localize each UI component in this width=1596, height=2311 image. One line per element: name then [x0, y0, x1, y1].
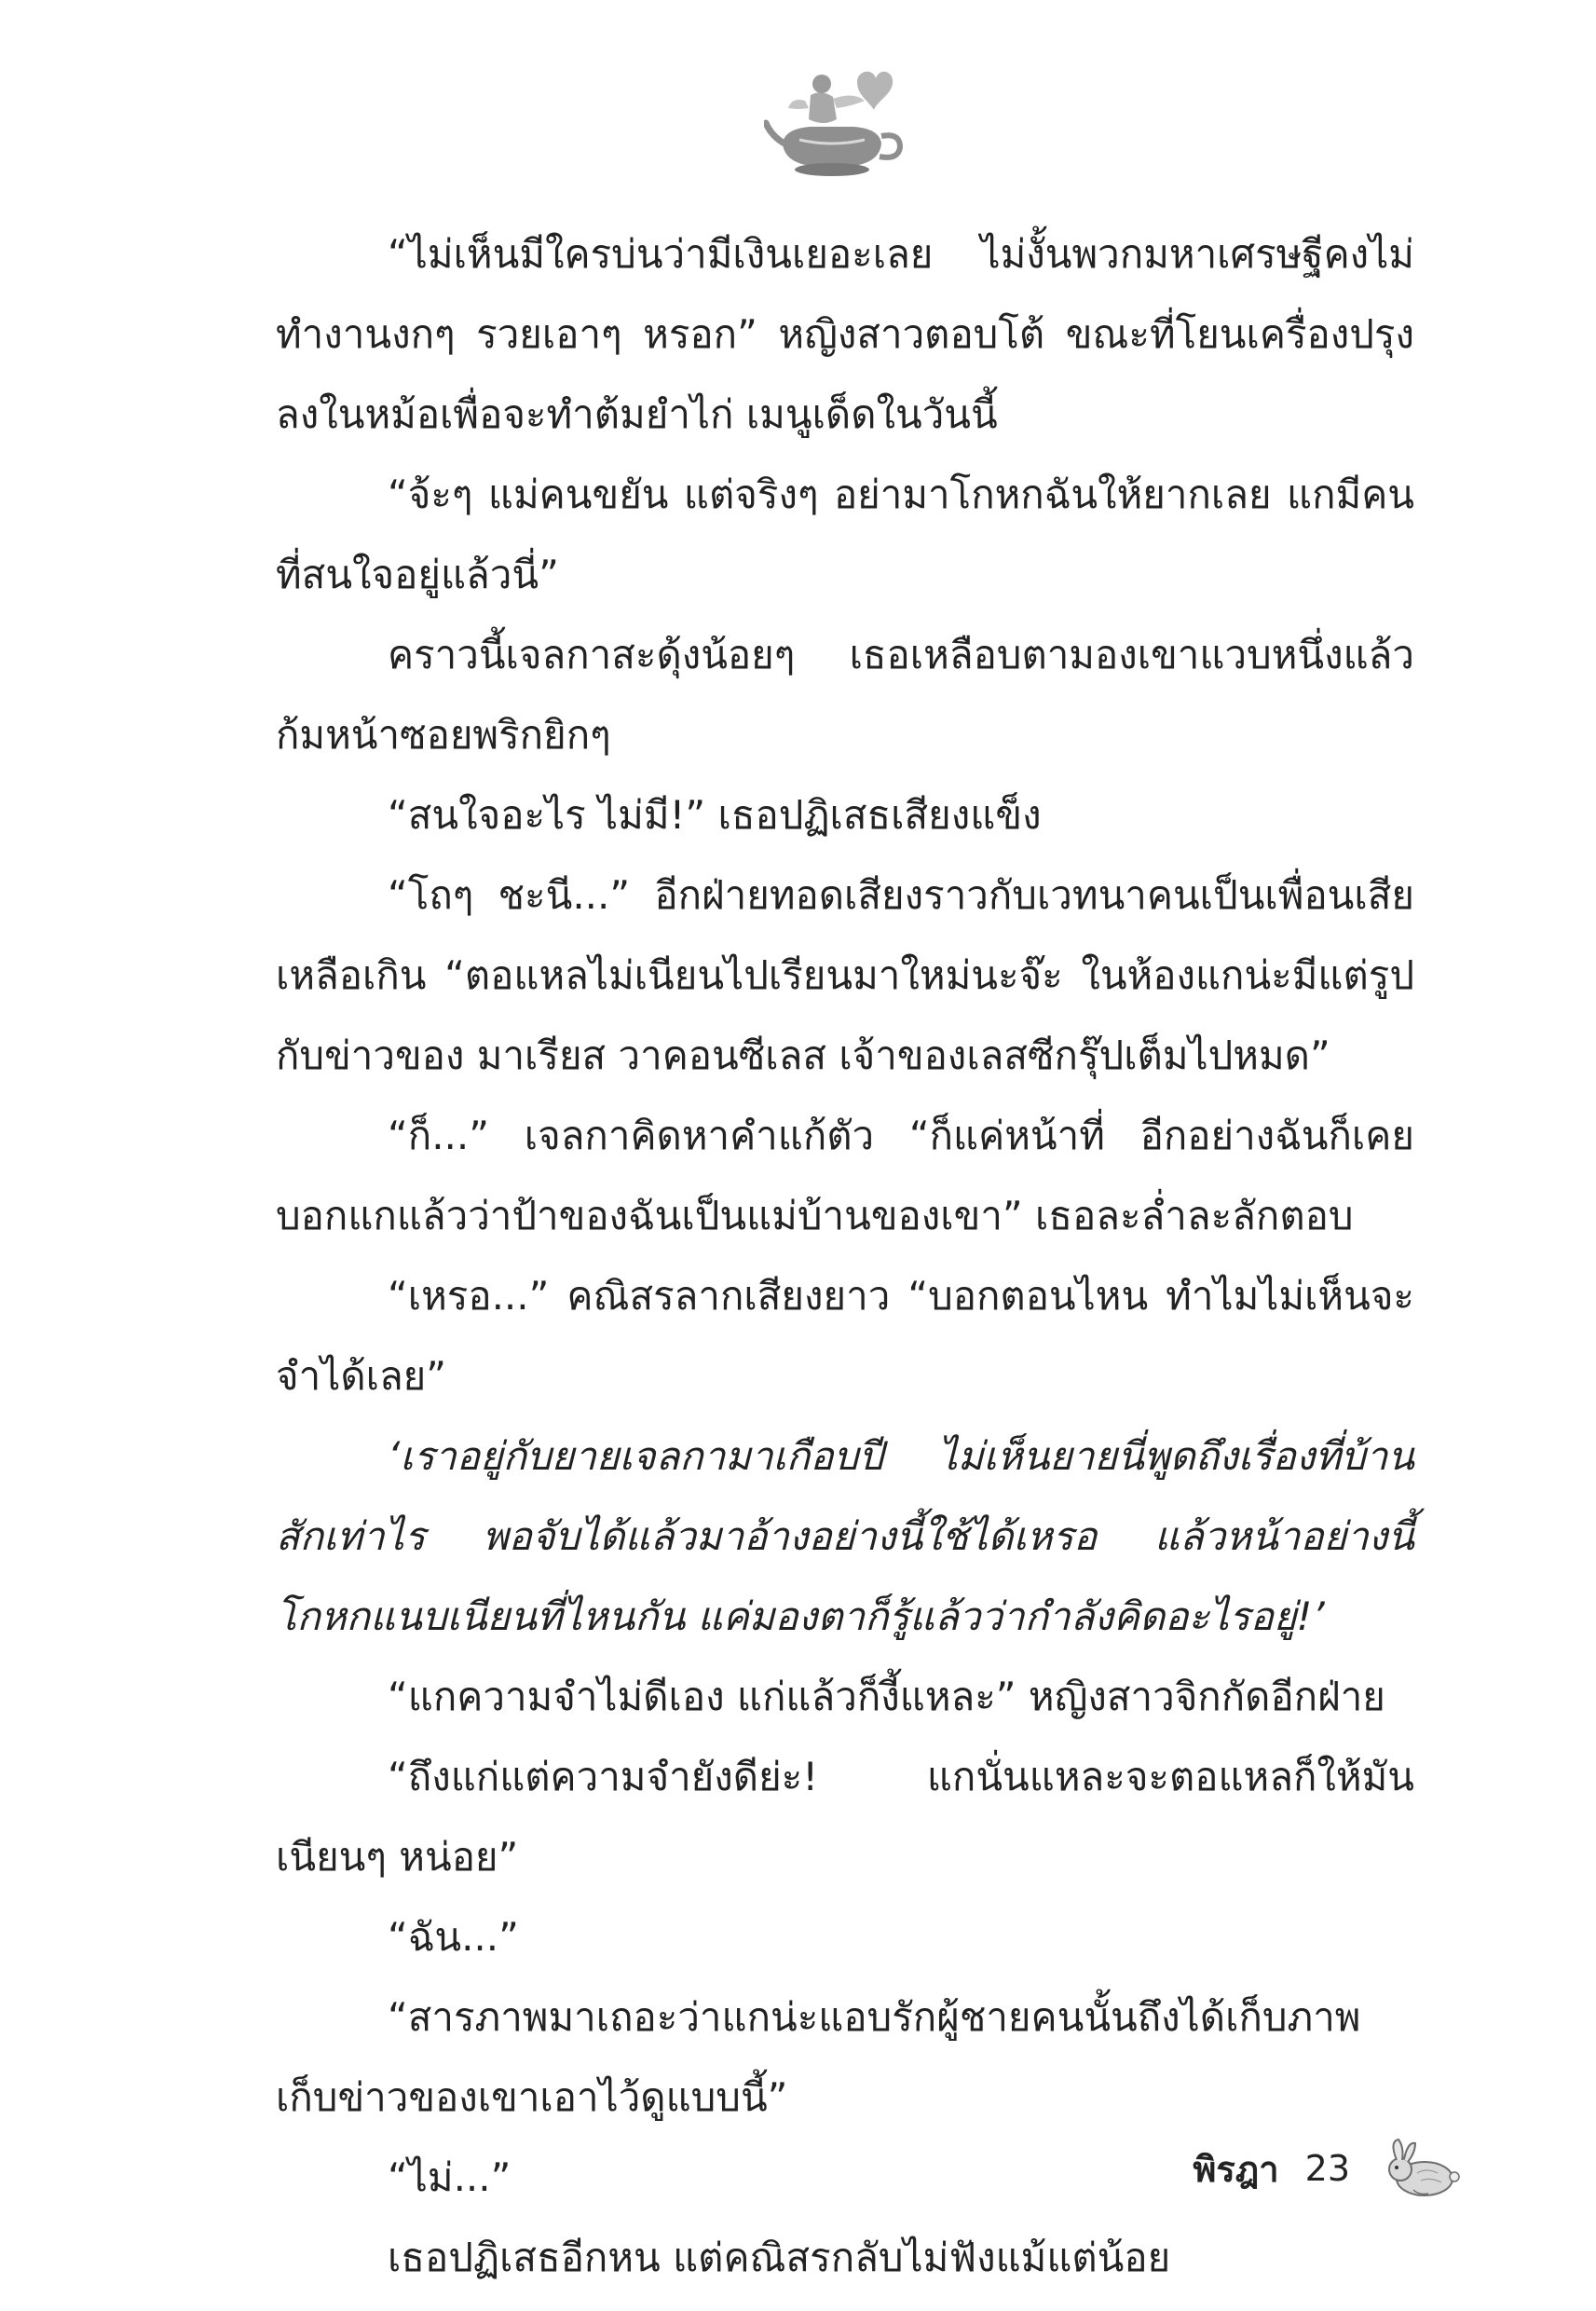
rabbit-icon	[1380, 2136, 1464, 2201]
paragraph: “โถๆ ชะนี...” อีกฝ่ายทอดเสียงราวกับเวทนาคนเป็นเพื่อนเสียเหลือเกิน “ตอแหลไม่เนียนไปเรียนมาใหม่นะจ๊ะ ในห้องแกน่ะมีแต่รูปกับข่าวของ มาเรียส วาคอนซีเลส เจ้าของเลสซีกรุ๊ปเต็มไปหมด”	[276, 872, 1414, 1078]
cupid-teapot-icon	[764, 54, 904, 185]
story-text	[276, 214, 1414, 2298]
paragraph: “ไม่เห็นมีใครบ่นว่ามีเงินเยอะเลย ไม่งั้นพวกมหาเศรษฐีคงไม่ทำงานงกๆ รวยเอาๆ หรอก” หญิงสาวตอบโต้ ขณะที่โยนเครื่องปรุงลงในหม้อเพื่อจะทำต้มยำไก่ เมนูเด็ดในวันนี้	[276, 231, 1414, 437]
paragraph: “แกความจำไม่ดีเอง แก่แล้วก็งี้แหละ” หญิงสาวจิกกัดอีกฝ่าย	[388, 1674, 1385, 1719]
paragraph: “เหรอ...” คณิสรลากเสียงยาว “บอกตอนไหน ทำไมไม่เห็นจะจำได้เลย”	[276, 1273, 1414, 1399]
paragraph: “ถึงแก่แต่ความจำยังดีย่ะ! แกนั่นแหละจะตอแหลก็ให้มันเนียนๆ หน่อย”	[276, 1754, 1414, 1880]
page-number: 23	[1304, 2148, 1350, 2189]
paragraph: ‘เราอยู่กับยายเจลกามาเกือบปี ไม่เห็นยายนี่พูดถึงเรื่องที่บ้านสักเท่าไร พอจับได้แล้วมาอ้างอย่างนี้ใช้ได้เหรอ แล้วหน้าอย่างนี้โกหกแนบเนียนที่ไหนกัน แค่มองตาก็รู้แล้วว่ากำลังคิดอะไรอยู่!’	[276, 1433, 1414, 1639]
paragraph: “สารภาพมาเถอะว่าแกน่ะแอบรักผู้ชายคนนั้นถึงได้เก็บภาพเก็บข่าวของเขาเอาไว้ดูแบบนี้”	[276, 1994, 1361, 2120]
paragraph: คราวนี้เจลกาสะดุ้งน้อยๆ เธอเหลือบตามองเขาแวบหนึ่งแล้วก้มหน้าซอยพริกยิกๆ	[276, 632, 1414, 758]
paragraph: เธอปฏิเสธอีกหน แต่คณิสรกลับไม่ฟังแม้แต่น้อย	[388, 2235, 1171, 2280]
paragraph: “ฉัน...”	[388, 1914, 519, 1960]
page-footer	[1193, 2126, 1464, 2210]
author-name: พิรฎา	[1193, 2148, 1279, 2190]
paragraph: “สนใจอะไร ไม่มี!” เธอปฏิเสธเสียงแข็ง	[388, 792, 1042, 838]
paragraph: “ก็...” เจลกาคิดหาคำแก้ตัว “ก็แค่หน้าที่ อีกอย่างฉันก็เคยบอกแกแล้วว่าป้าของฉันเป็นแม่บ้านของเขา” เธอละล่ำละลักตอบ	[276, 1113, 1414, 1238]
paragraph: “จ้ะๆ แม่คนขยัน แต่จริงๆ อย่ามาโกหกฉันให้ยากเลย แกมีคนที่สนใจอยู่แล้วนี่”	[276, 472, 1414, 597]
paragraph: “ไม่...”	[388, 2154, 512, 2200]
